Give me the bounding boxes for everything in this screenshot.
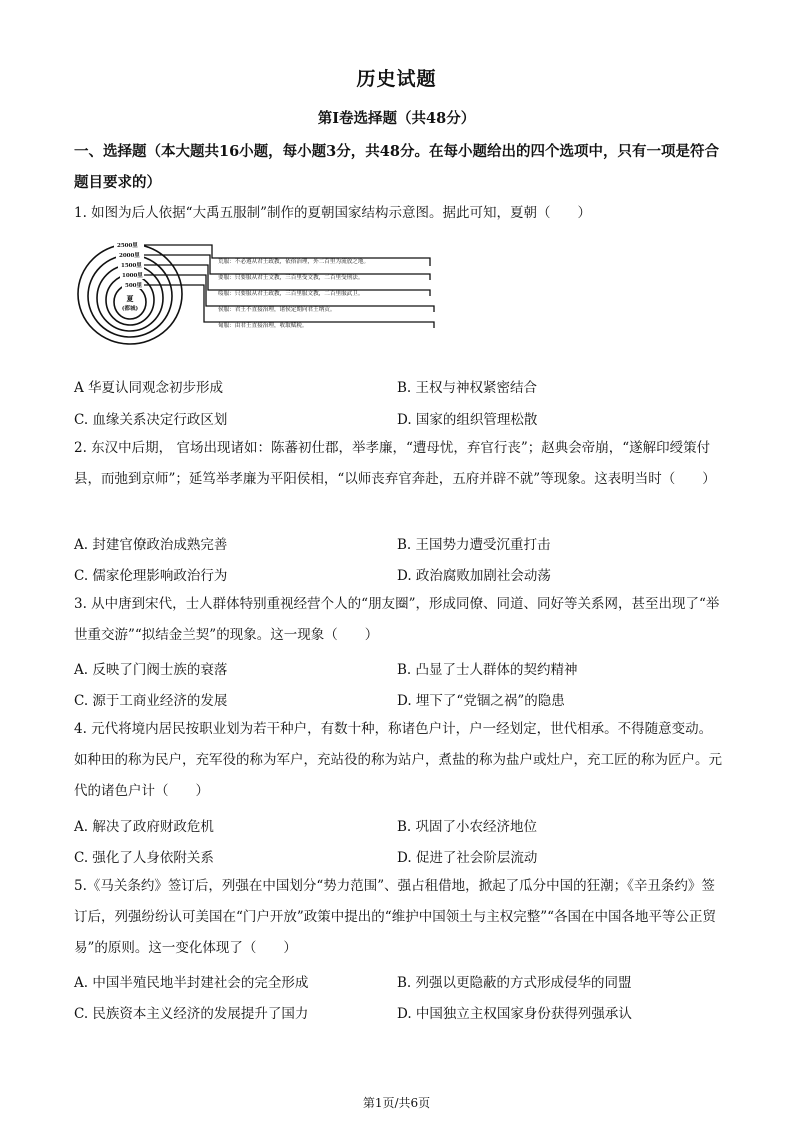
q5-option-c[interactable]: C. 民族资本主义经济的发展提升了国力 (74, 1006, 309, 1022)
q4-option-c[interactable]: C. 强化了人身依附关系 (74, 850, 214, 866)
q2-option-c[interactable]: C. 儒家伦理影响政治行为 (74, 568, 228, 584)
q2-option-a[interactable]: A. 封建官僚政治成熟完善 (74, 537, 228, 553)
q5-option-a[interactable]: A. 中国半殖民地半封建社会的完全形成 (74, 975, 309, 991)
ring-label-1500: 1500里 (121, 263, 142, 269)
question-3-text: 3. 从中唐到宋代，士人群体特别重视经营个人的“朋友圈”，形成同僚、同道、同好等关系网，甚至出现了“举世重交游”“拟结金兰契”的现象。这一现象（ ） (74, 596, 720, 643)
question-1-text: 1. 如图为后人依据“大禹五服制”制作的夏朝国家结构示意图。据此可知，夏朝（ ） (74, 205, 591, 221)
question-2-text: 2. 东汉中后期， 官场出现诸如：陈蕃初仕郡，举孝廉，“遭母忧，弃官行丧”；赵典会帝崩，“遂解印绶策付县，而弛到京师”；延笃举孝廉为平阳侯相，“以师丧弃官奔赴，五府并辟不就”等现象。这表明当时（ ） (74, 440, 716, 487)
five-fu-diagram (72, 236, 442, 346)
q3-option-c[interactable]: C. 源于工商业经济的发展 (74, 693, 228, 709)
zone-huangfu: 荒服：不必遵从君王政教，依俗治理，外二百里为流放之地。 (218, 259, 370, 265)
q1-option-c[interactable]: C. 血缘关系决定行政区划 (74, 412, 228, 428)
ring-label-500: 500里 (125, 283, 142, 289)
zone-houfu: 侯服：君王不直接治理，诸侯定期向君王纳贡。 (218, 307, 336, 313)
q3-option-b[interactable]: B. 凸显了士人群体的契约精神 (397, 662, 578, 678)
section-heading: 一、选择题（本大题共16小题，每小题3分，共48分。在每小题给出的四个选项中，只有一项是符合题目要求的） (74, 143, 719, 191)
zone-suifu: 绥服：只要服从君王政教，三百里服文教，二百里服武卫。 (218, 291, 364, 297)
center-sublabel: (都城) (121, 306, 139, 312)
q4-option-d[interactable]: D. 促进了社会阶层流动 (397, 850, 538, 866)
page-title: 历史试题 (356, 68, 437, 90)
ring-label-2500: 2500里 (117, 243, 138, 249)
q3-option-d[interactable]: D. 埋下了“党锢之祸”的隐患 (397, 693, 565, 709)
question-5-text: 5.《马关条约》签订后，列强在中国划分“势力范围”、强占租借地，掀起了瓜分中国的狂潮；《辛丑条约》签订后，列强纷纷认可美国在“门户开放”政策中提出的“维护中国领土与主权完整”“各国在中国各地平等公正贸易”的原则。这一变化体现了（ ） (74, 878, 717, 956)
q5-option-d[interactable]: D. 中国独立主权国家身份获得列强承认 (397, 1006, 632, 1022)
q4-option-b[interactable]: B. 巩固了小农经济地位 (397, 819, 538, 835)
q1-option-d[interactable]: D. 国家的组织管理松散 (397, 412, 538, 428)
zone-dianfu: 甸服：由君王直接治理，收取赋税。 (218, 323, 308, 329)
q2-option-b[interactable]: B. 王国势力遭受沉重打击 (397, 537, 551, 553)
ring-label-1000: 1000里 (122, 273, 143, 279)
q5-option-b[interactable]: B. 列强以更隐蔽的方式形成侵华的同盟 (397, 975, 632, 991)
page-footer: 第1页/共6页 (362, 1096, 431, 1110)
ring-label-2000: 2000里 (119, 253, 140, 259)
zone-yaofu: 要服：只要服从君王文教，三百里受文教，二百里受刑法。 (218, 275, 364, 281)
q4-option-a[interactable]: A. 解决了政府财政危机 (74, 819, 214, 835)
question-4-text: 4. 元代将境内居民按职业划为若干种户，有数十种，称诸色户计，户一经划定，世代相承。不得随意变动。如种田的称为民户，充军役的称为军户，充站役的称为站户，煮盐的称为盐户或灶户，充工匠的称为匠户。元代的诸色户计（ ） (74, 721, 722, 799)
q1-option-a[interactable]: A 华夏认同观念初步形成 (74, 380, 224, 396)
q3-option-a[interactable]: A. 反映了门阀士族的衰落 (74, 662, 228, 678)
q2-option-d[interactable]: D. 政治腐败加剧社会动荡 (397, 568, 551, 584)
center-label: 夏 (126, 294, 134, 303)
paper-subtitle: 第Ⅰ卷选择题（共48分） (317, 110, 476, 127)
q1-option-b[interactable]: B. 王权与神权紧密结合 (397, 380, 538, 396)
